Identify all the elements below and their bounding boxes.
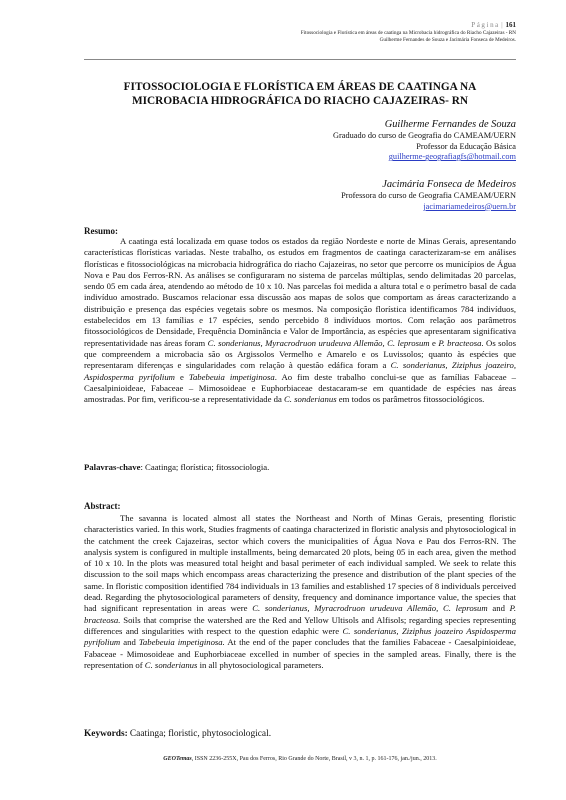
page-number: 161 xyxy=(505,21,516,29)
running-title: Fitossociologia e Florística em áreas de caatinga na Microbacia hidrográfica do Riacho Cajazeiras - RN xyxy=(300,30,516,37)
author-affiliation: Graduado do curso de Geografia do CAMEAM/UERN xyxy=(333,131,516,140)
page-number-line xyxy=(301,22,516,30)
page-footer xyxy=(84,755,516,763)
paper-title xyxy=(84,80,516,108)
keywords-en-text: Caatinga; floristic, phytosociological. xyxy=(129,729,272,739)
title-line-1: FITOSSOCIOLOGIA E FLORÍSTICA EM ÁREAS DE CAATINGA NA xyxy=(123,81,477,93)
author-email-link[interactable]: guilherme-geografiagfs@hotmail.com xyxy=(388,152,516,162)
author-email-link[interactable]: jacimariamedeiros@uern.br xyxy=(423,201,516,211)
author-block-1 xyxy=(333,118,516,163)
author-name: Jacimária Fonseca de Medeiros xyxy=(382,179,516,190)
author-block-2 xyxy=(341,178,516,212)
running-authors: Guilherme Fernandes de Souza e Jacimária Fonseca de Medeiros. xyxy=(379,37,516,44)
running-header xyxy=(301,22,516,45)
abstract-paragraph: The savanna is located almost all states the Northeast and North of Minas Gerais, presenting floristic characteristics varied. In this work, Studies fragments of caatinga characterized in floristic analysis and phytosociological in the catchment the creek Cajazeiras, sector which covers the municipalities of Água Nova e Pau dos Ferros-RN. The analysis system is configured in multiple installments, being demarcated 20 plots, being 05 in each area, given the method of 10 x 10. In the plots was measured total height and basal perimeter of each individual sampled. We seek to relate this discussion to the soil maps which encompass areas characterizing the presence and distribution of the plant species of the same. In floristic composition identified 784 individuals in 13 families and established 17 species of 8 individuals perceived dead. Regarding the phytosociological parameters of density, frequency and dominance importance value, the species that had significant representation in areas were C. sonderianus, Myracrodruon urudeuva Allemão, C. leprosum and P. bracteosa. Soils that comprise the watershed are the Red and Yellow Ultisols and Alfisols; regarding species representing differences and singularities with respect to the question edaphic were C. sonderianus, Ziziphus joazeiro Aspidosperma pyrifolium and Tabebeuia impetiginosa. At the end of the paper concludes that the families Fabaceae - Caesalpinioideae, Fabaceae - Mimosoideae and Euphorbiaceae excelled in number of species in the sampled areas. Finally, there is the representation of C. sonderianus in all phytosociological parameters. xyxy=(84,513,517,670)
resumo-heading: Resumo: xyxy=(84,226,118,236)
resumo-paragraph: A caatinga está localizada em quase todos os estados da região Nordeste e norte de Minas Gerais, apresentando características florísticas variadas. Neste trabalho, os estudos em fragmentos de caatinga caracterizaram-se em análises florísticas e fitossociológicas na microbacia hidrográfica do riacho Cajazeiras, no setor que percorre os municípios de Água Nova e Pau dos Ferros-RN. As análises se configuraram no sistema de parcelas múltiplas, sendo delimitadas 20 parcelas, sendo 05 em cada área, atendendo ao método de 10 x 10. Nas parcelas foi medida a altura total e o perímetro basal de cada indivíduo amostrado. Buscamos relacionar essa discussão aos mapas de solos que comportam as áreas caracterizando a distribuição e presença das espécies vegetais sobre os mesmos. Na composição florística identificamos 784 indivíduos, estabelecidos em 13 famílias e 17 espécies, sendo percebido 8 indivíduos mortos. Com relação aos parâmetros fitossociológicos de Densidade, Frequência Dominância e Valor de Importância, as espécies que apresentaram significativa representatividade nas áreas foram C. sonderianus, Myracrodruon urudeuva Allemão, C. leprosum e P. bracteosa. Os solos que compreendem a microbacia são os Argissolos Vermelho e Amarelo e os Luvissolos; quanto às espécies que representaram diferenças e singularidades com relação à questão edáfica foram a C. sonderianus, Ziziphus joazeiro, Aspidosperma pyrifolium e Tabebeuia impetiginosa. Ao fim deste trabalho conclui-se que as famílias Fabaceae – Caesalpinioideae, Fabaceae – Mimosoideae e Euphorbiaceae destacaram-se em quantidade de espécies nas áreas amostradas. Por fim, verificou-se a representatividade da C. sonderianus em todos os parâmetros fitossociológicos. xyxy=(84,236,517,405)
keywords-pt-text: : Caatinga; florística; fitossociologia. xyxy=(140,462,270,472)
page-word: Página xyxy=(471,21,500,29)
keywords-pt-label: Palavras-chave xyxy=(84,462,141,472)
keywords-en xyxy=(84,728,516,740)
abstract-heading: Abstract: xyxy=(84,501,121,511)
footer-citation: , ISSN 2236-255X, Pau dos Ferros, Rio Grande do Norte, Brasil, v 3, n. 1, p. 161-176, jan./jun., 2013. xyxy=(191,756,437,762)
author-affiliation: Professora do curso de Geografia CAMEAM/UERN xyxy=(341,191,516,200)
header-rule xyxy=(84,59,516,60)
title-line-2: MICROBACIA HIDROGRÁFICA DO RIACHO CAJAZEIRAS- RN xyxy=(131,95,469,107)
author-role: Professor da Educação Básica xyxy=(416,141,516,151)
keywords-pt xyxy=(84,462,516,473)
page-separator: | xyxy=(501,21,505,29)
keywords-en-label: Keywords: xyxy=(84,729,128,739)
author-name: Guilherme Fernandes de Souza xyxy=(384,119,516,130)
journal-logo: GEOTemas xyxy=(163,756,192,762)
